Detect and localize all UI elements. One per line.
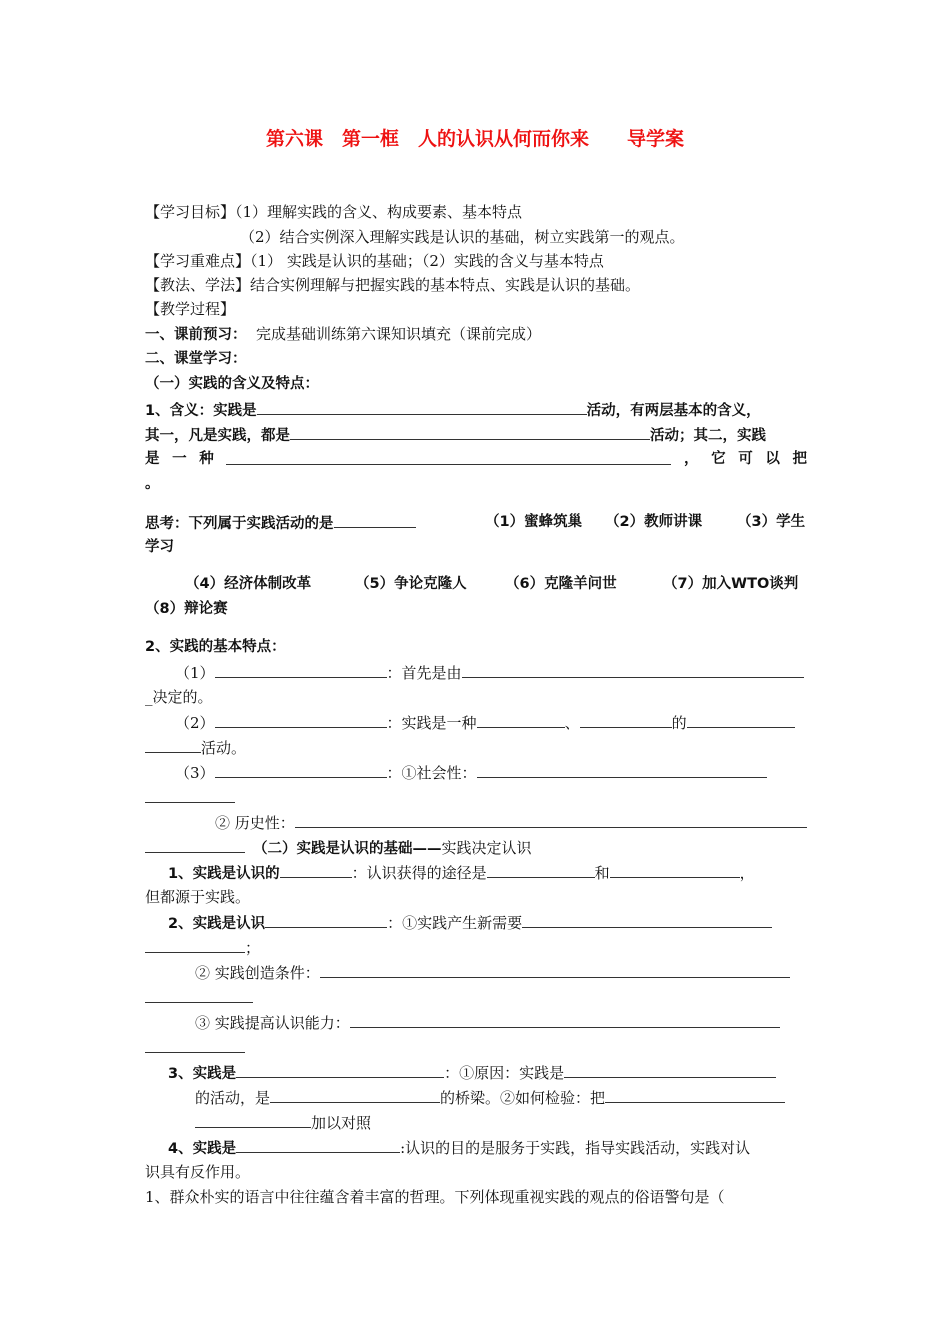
point-2-blank[interactable] <box>265 911 387 928</box>
point-3-blank[interactable] <box>236 1061 444 1078</box>
point-4-label: 4、实践是 <box>168 1141 237 1157</box>
meaning-line-3 <box>145 448 807 470</box>
section1-heading: （一）实践的含义及特点： <box>145 376 319 392</box>
key-points-text: （1） 实践是认识的基础；（2）实践的含义与基本特点 <box>250 252 604 270</box>
meaning-blank-2[interactable] <box>290 423 650 440</box>
features-heading: 2、实践的基本特点： <box>145 639 286 655</box>
feature-2-blank-5[interactable] <box>145 736 201 753</box>
key-points-label: 【学习重难点】 <box>145 252 251 270</box>
need-blank-2[interactable] <box>145 936 245 953</box>
page-title: 第六课 第一框 人的认识从何而你来 导学案 <box>265 128 684 150</box>
spread-char: 一 <box>172 451 187 467</box>
point-4-line <box>168 1136 750 1160</box>
feature-1-mid: ：首先是由 <box>386 664 462 682</box>
section2-heading-line <box>145 836 532 860</box>
point-3-l2a: 的活动，是 <box>195 1089 271 1107</box>
feature-1-num: （1） <box>175 664 215 682</box>
feature-1-blank-2[interactable] <box>462 661 804 678</box>
feature-2-end-line <box>145 736 246 759</box>
feature-2-mid: ：实践是一种 <box>386 714 477 732</box>
feature-3-cont <box>145 786 235 809</box>
point-2-mid: ：①实践产生新需要 <box>387 914 523 932</box>
think-answer-blank[interactable] <box>334 511 416 528</box>
preview-label: 一、课前预习： <box>145 327 247 343</box>
meaning-line-4: 。 <box>145 476 160 492</box>
condition-cont <box>145 986 253 1009</box>
feature-2-blank-2[interactable] <box>477 711 565 728</box>
point-3-mid: ：①原因：实践是 <box>444 1064 565 1082</box>
social-blank-2[interactable] <box>145 786 235 803</box>
bridge-blank[interactable] <box>270 1086 440 1103</box>
feature-2-blank[interactable] <box>215 711 387 728</box>
spread-char: ， <box>684 451 699 467</box>
question-1: 1、群众朴实的语言中往往蕴含着丰富的哲理。下列体现重视实践的观点的俗语警句是（ <box>145 1188 725 1206</box>
option-7: （7）加入WTO谈判 <box>663 576 799 592</box>
meaning-prefix: 1、含义：实践是 <box>145 403 257 419</box>
point-3-line-3 <box>195 1111 371 1134</box>
class-study-label: 二、课堂学习： <box>145 351 247 367</box>
spread-char: 种 <box>199 451 214 467</box>
feature-2-blank-4[interactable] <box>687 711 795 728</box>
feature-3-num: （3） <box>175 764 215 782</box>
point-1-label: 1、实践是认识的 <box>168 866 280 882</box>
meaning-mid: 活动，有两层基本的含义， <box>586 403 761 419</box>
point-3-label: 3、实践是 <box>168 1066 237 1082</box>
methods-label: 【教法、学法】 <box>145 276 251 294</box>
ability-blank[interactable] <box>350 1011 780 1028</box>
point-2-label: 2、实践是认识 <box>168 916 266 932</box>
point-2-cont <box>145 936 260 959</box>
feature-2-blank-3[interactable] <box>580 711 672 728</box>
point-1-blank-3[interactable] <box>610 861 740 878</box>
option-3-cont: 学习 <box>145 539 174 555</box>
point-2-line <box>168 911 772 935</box>
point-3-line-2 <box>195 1086 785 1109</box>
check-blank-2[interactable] <box>195 1111 311 1128</box>
reason-blank[interactable] <box>564 1061 776 1078</box>
history-label: ② 历史性： <box>215 814 295 832</box>
point-2-end: ； <box>245 939 261 957</box>
preview-line <box>145 323 541 346</box>
ability-line <box>195 1011 780 1034</box>
think-prefix: 思考：下列属于实践活动的是 <box>145 516 334 532</box>
process-label: 【教学过程】 <box>145 300 236 318</box>
feature-2-de: 的 <box>671 714 687 732</box>
ability-cont <box>145 1036 245 1059</box>
history-blank-2[interactable] <box>145 836 245 853</box>
feature-2-line <box>175 711 795 734</box>
condition-line <box>195 961 790 984</box>
point-1-and: 和 <box>594 864 610 882</box>
preview-text: 完成基础训练第六课知识填充（课前完成） <box>256 325 542 343</box>
point-4-rest: :认识的目的是服务于实践，指导实践活动，实践对认 <box>400 1139 751 1157</box>
key-points-line <box>145 250 604 272</box>
option-6: （6）克隆羊问世 <box>505 576 617 592</box>
ability-blank-2[interactable] <box>145 1036 245 1053</box>
option-2: （2）教师讲课 <box>605 514 703 530</box>
option-5: （5）争论克隆人 <box>355 576 467 592</box>
condition-blank-2[interactable] <box>145 986 253 1003</box>
section2-heading-rest: 实践决定认识 <box>441 839 532 857</box>
point-1-comma: ， <box>739 864 755 882</box>
think-line <box>145 511 807 535</box>
option-8: （8）辩论赛 <box>145 601 228 617</box>
feature-1-end: _决定的。 <box>145 688 213 706</box>
point-1-line <box>168 861 755 885</box>
feature-2-sep: 、 <box>564 714 580 732</box>
goals-label: 【学习目标】 <box>145 203 236 221</box>
point-4-cont: 识具有反作用。 <box>145 1163 251 1181</box>
point-1-cont: 但都源于实践。 <box>145 888 251 906</box>
condition-blank[interactable] <box>320 961 790 978</box>
history-blank[interactable] <box>295 811 807 828</box>
option-3: （3）学生 <box>737 514 806 530</box>
spread-char: 把 <box>792 451 807 467</box>
point-1-blank[interactable] <box>280 861 352 878</box>
need-blank[interactable] <box>522 911 772 928</box>
condition-label: ② 实践创造条件： <box>195 964 320 982</box>
feature-3-blank[interactable] <box>215 761 387 778</box>
point-1-blank-2[interactable] <box>487 861 595 878</box>
goal-item-2: （2）结合实例深入理解实践是认识的基础，树立实践第一的观点。 <box>240 228 685 246</box>
methods-text: 结合实例理解与把握实践的基本特点、实践是认识的基础。 <box>250 276 641 294</box>
feature-3-mid: ：①社会性： <box>386 764 477 782</box>
meaning-blank-3[interactable] <box>226 448 671 465</box>
history-line <box>215 811 807 834</box>
spread-char: 以 <box>765 451 780 467</box>
meaning-line <box>145 398 761 422</box>
meaning-blank-1[interactable] <box>257 398 587 415</box>
spread-char: 是 <box>145 451 160 467</box>
section2-heading: （二）实践是认识的基础—— <box>253 841 442 857</box>
meaning-line-2 <box>145 423 766 447</box>
point-1-mid: ：认识获得的途径是 <box>351 864 487 882</box>
feature-1-line <box>175 661 804 684</box>
ability-label: ③ 实践提高认识能力： <box>195 1014 350 1032</box>
option-4: （4）经济体制改革 <box>185 576 312 592</box>
point-3-l3: 加以对照 <box>311 1114 372 1132</box>
feature-3-line <box>175 761 767 784</box>
spread-char: 可 <box>738 451 753 467</box>
meaning-line2-prefix: 其一，凡是实践，都是 <box>145 428 290 444</box>
goal-item-1: （1）理解实践的含义、构成要素、基本特点 <box>235 203 523 221</box>
point-4-blank[interactable] <box>236 1136 400 1153</box>
spread-char: 它 <box>711 451 726 467</box>
methods-line <box>145 274 640 296</box>
learning-goals-line1 <box>145 201 522 223</box>
social-blank[interactable] <box>477 761 767 778</box>
meaning-line2-suffix: 活动；其二，实践 <box>650 428 766 444</box>
check-blank[interactable] <box>605 1086 785 1103</box>
option-1: （1）蜜蜂筑巢 <box>485 514 583 530</box>
point-3-line <box>168 1061 776 1085</box>
feature-1-blank[interactable] <box>215 661 387 678</box>
feature-2-end: 活动。 <box>201 739 247 757</box>
feature-2-num: （2） <box>175 714 215 732</box>
point-3-l2b: 的桥梁。②如何检验：把 <box>440 1089 606 1107</box>
